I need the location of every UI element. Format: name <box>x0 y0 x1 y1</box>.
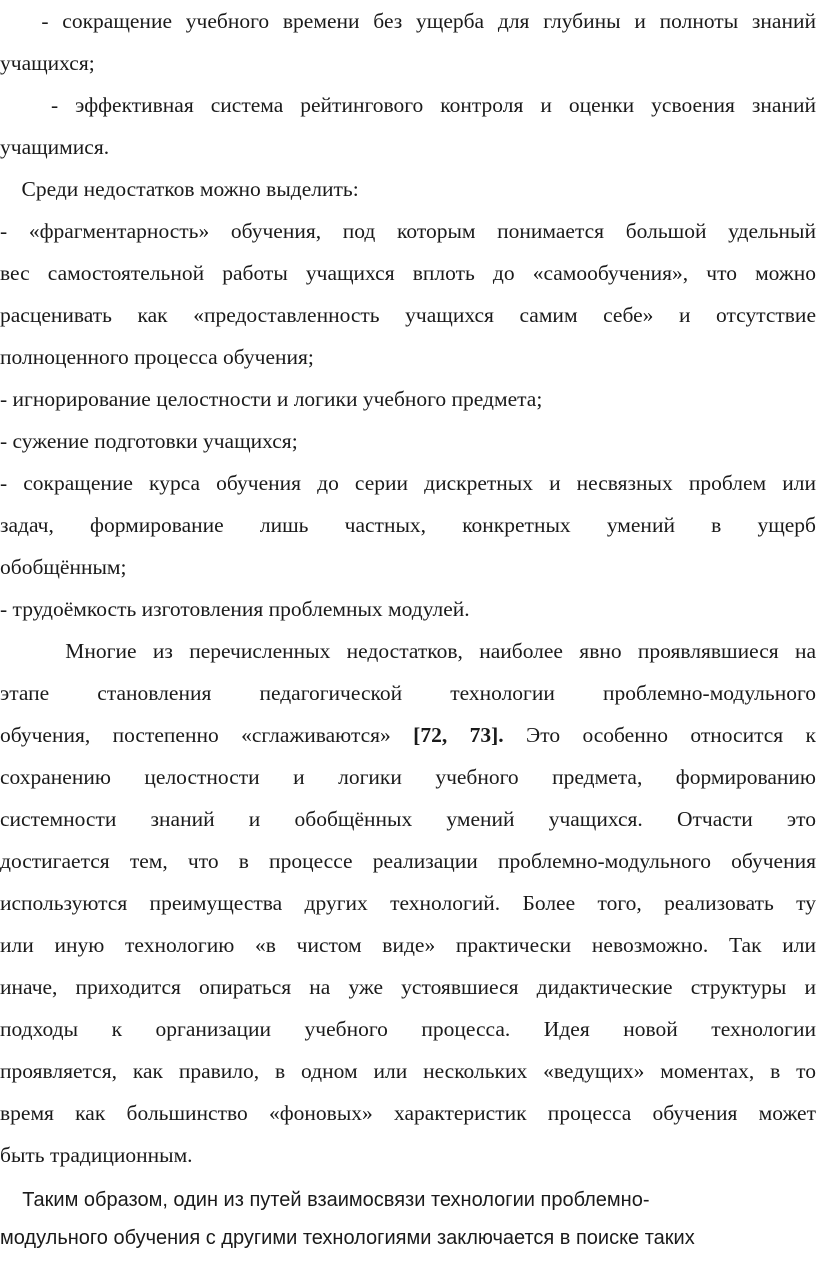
text-line: время как большинство «фоновых» характеристик процесса обучения может <box>0 1101 816 1125</box>
text-line: Таким образом, один из путей взаимосвязи технологии проблемно- <box>0 1189 650 1211</box>
text-line: - «фрагментарность» обучения, под которым понимается большой удельный <box>0 219 816 243</box>
text-line: задач, формирование лишь частных, конкретных умений в ущерб <box>0 513 816 537</box>
text-line: полноценного процесса обучения; <box>0 345 314 369</box>
text-line: подходы к организации учебного процесса. Идея новой технологии <box>0 1017 816 1041</box>
text-line: вес самостоятельной работы учащихся вплоть до «самообучения», что можно <box>0 261 816 285</box>
text-line: - эффективная система рейтингового контроля и оценки усвоения знаний <box>0 93 816 117</box>
text-line: иначе, приходится опираться на уже устоявшиеся дидактические структуры и <box>0 975 816 999</box>
text-line: - сокращение учебного времени без ущерба для глубины и полноты знаний <box>0 9 816 33</box>
text-fragment: обучения, постепенно «сглаживаются» <box>0 723 414 747</box>
text-line: быть традиционным. <box>0 1143 193 1167</box>
text-line: Многие из перечисленных недостатков, наиболее явно проявлявшиеся на <box>0 639 816 663</box>
text-line: обобщённым; <box>0 555 127 579</box>
text-line: расценивать как «предоставленность учащихся самим себе» и отсутствие <box>0 303 816 327</box>
text-line: - сужение подготовки учащихся; <box>0 429 298 453</box>
text-line: учащихся; <box>0 51 95 75</box>
text-line: сохранению целостности и логики учебного предмета, формированию <box>0 765 816 789</box>
citation-reference: [72, 73]. <box>413 723 504 747</box>
text-line: - трудоёмкость изготовления проблемных модулей. <box>0 597 470 621</box>
text-fragment: Это особенно относится к <box>503 723 816 747</box>
text-line: - сокращение курса обучения до серии дискретных и несвязных проблем или <box>0 471 816 495</box>
citation-line <box>0 715 816 757</box>
text-line: Среди недостатков можно выделить: <box>0 177 359 201</box>
text-line: этапе становления педагогической технологии проблемно-модульного <box>0 681 816 705</box>
text-line: или иную технологию «в чистом виде» практически невозможно. Так или <box>0 933 816 957</box>
text-line: системности знаний и обобщённых умений учащихся. Отчасти это <box>0 807 816 831</box>
text-line: достигается тем, что в процессе реализации проблемно-модульного обучения <box>0 849 816 873</box>
text-line: модульного обучения с другими технологиями заключается в поиске таких <box>0 1227 695 1249</box>
text-line: - игнорирование целостности и логики учебного предмета; <box>0 387 543 411</box>
text-line: проявляется, как правило, в одном или нескольких «ведущих» моментах, в то <box>0 1059 816 1083</box>
text-line: используются преимущества других технологий. Более того, реализовать ту <box>0 891 816 915</box>
text-line: учащимися. <box>0 135 110 159</box>
